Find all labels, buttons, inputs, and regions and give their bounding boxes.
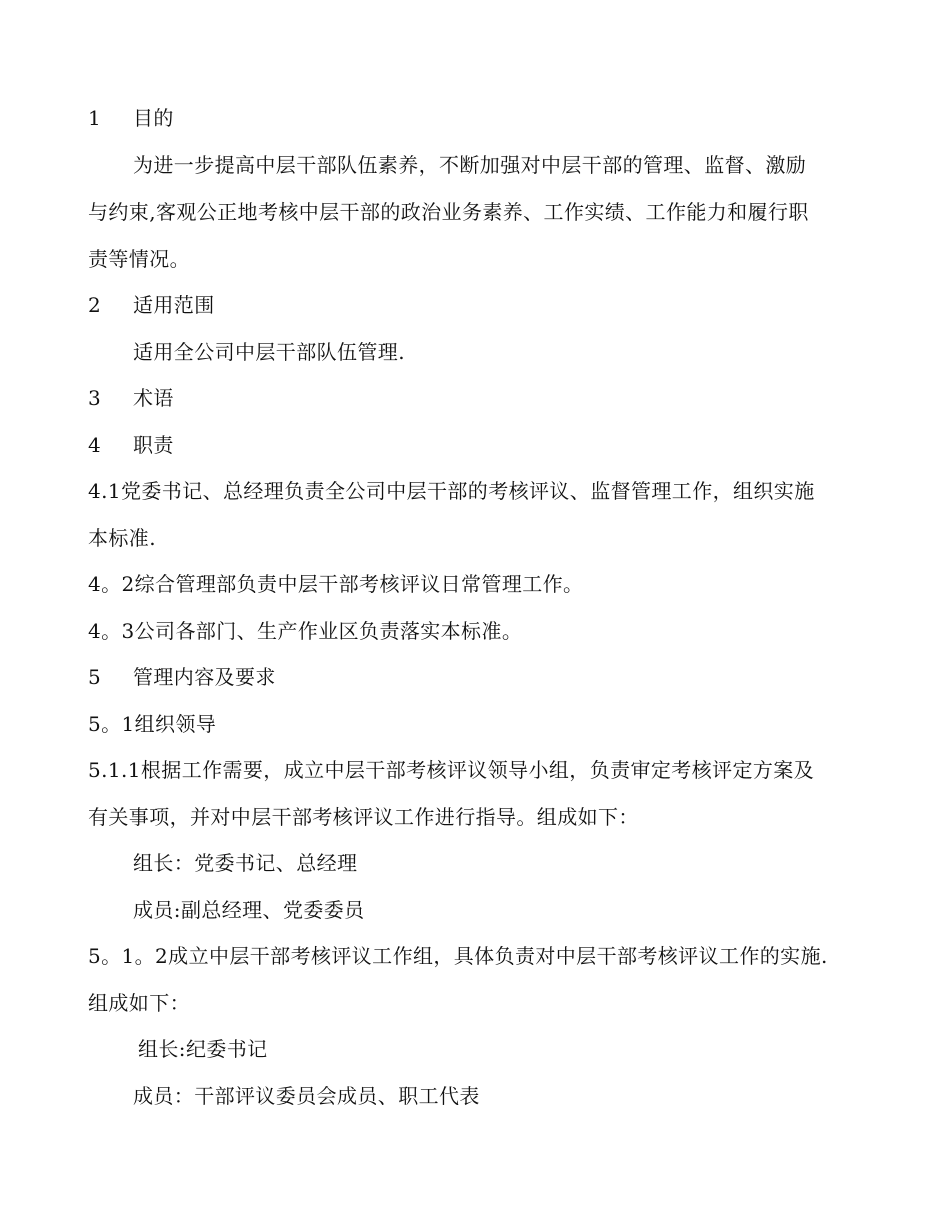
group-members: 成员：干部评议委员会成员、职工代表 (133, 1084, 480, 1108)
section-title: 职责 (133, 433, 174, 457)
clause-5-1-1-line: 有关事项，并对中层干部考核评议工作进行指导。组成如下： (88, 805, 639, 829)
paragraph-line: 责等情况。 (88, 247, 190, 271)
group-members: 成员:副总经理、党委委员 (133, 898, 365, 922)
section-title: 管理内容及要求 (133, 665, 276, 689)
clause-4-1-line: 本标准. (88, 526, 156, 550)
section-number: 4 (88, 433, 102, 457)
clause-5-1-1-line: 5.1.1根据工作需要，成立中层干部考核评议领导小组，负责审定考核评定方案及 (88, 758, 815, 782)
section-number: 5 (88, 665, 102, 689)
section-number: 3 (88, 386, 102, 410)
group-leader: 组长：党委书记、总经理 (133, 851, 358, 875)
section-number: 1 (88, 106, 102, 130)
clause-5-1-2-line: 组成如下： (88, 991, 190, 1015)
group-leader: 组长:纪委书记 (138, 1037, 268, 1061)
paragraph-line: 适用全公司中层干部队伍管理. (133, 340, 405, 364)
clause-5-1-2-line: 5。1。2成立中层干部考核评议工作组，具体负责对中层干部考核评议工作的实施. (88, 944, 828, 968)
section-title: 适用范围 (133, 293, 215, 317)
section-number: 2 (88, 293, 102, 317)
section-title: 术语 (133, 386, 174, 410)
section-title: 目的 (133, 106, 174, 130)
clause-4-3: 4。3公司各部门、生产作业区负责落实本标准。 (88, 619, 523, 643)
clause-4-2: 4。2综合管理部负责中层干部考核评议日常管理工作。 (88, 572, 584, 596)
paragraph-line: 与约束,客观公正地考核中层干部的政治业务素养、工作实绩、工作能力和履行职 (88, 200, 809, 224)
clause-5-1: 5。1组织领导 (88, 712, 217, 736)
clause-4-1-line: 4.1党委书记、总经理负责全公司中层干部的考核评议、监督管理工作，组织实施 (88, 479, 815, 503)
paragraph-line: 为进一步提高中层干部队伍素养，不断加强对中层干部的管理、监督、激励 (133, 153, 807, 177)
